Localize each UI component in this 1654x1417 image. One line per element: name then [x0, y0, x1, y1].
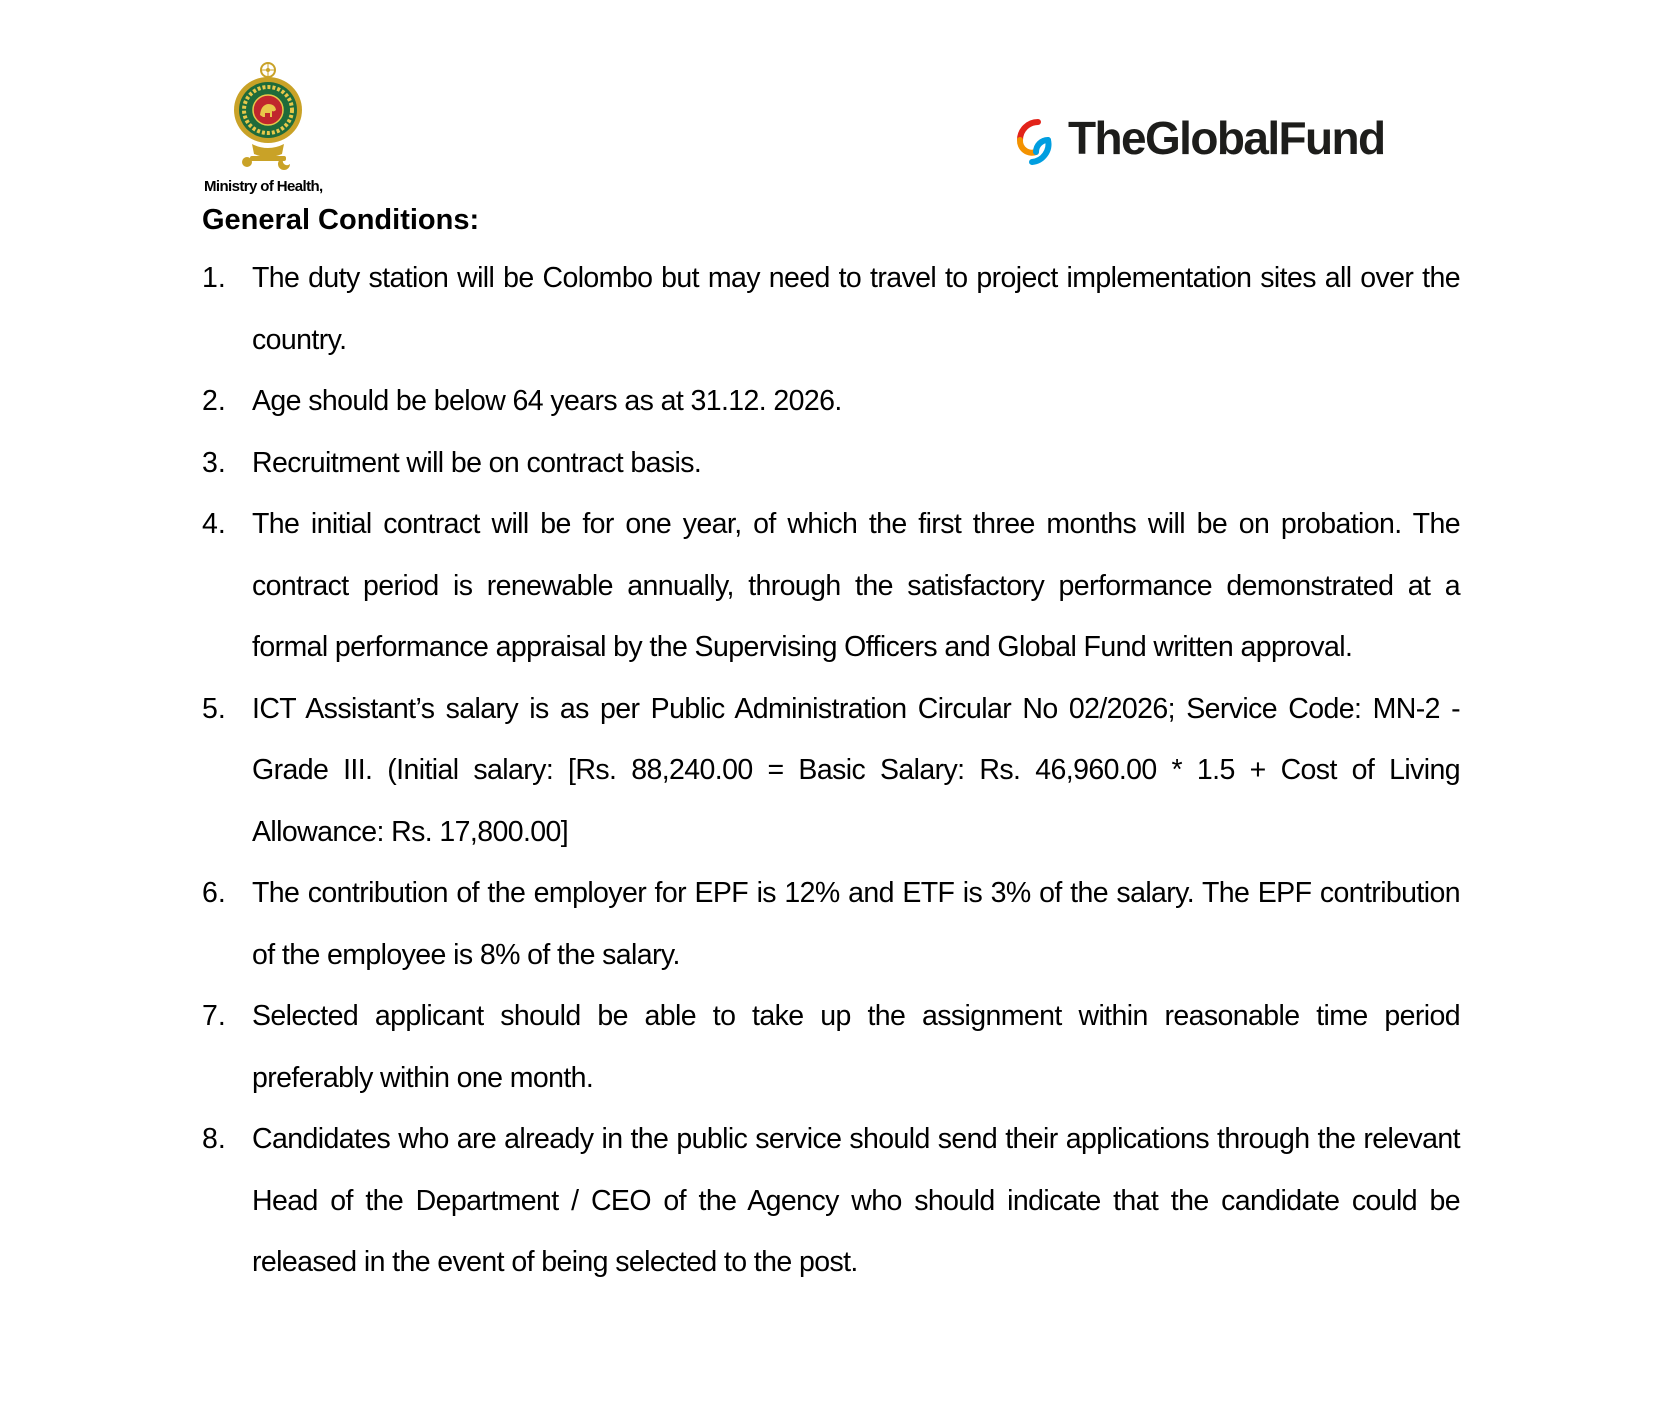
- condition-text: The duty station will be Colombo but may need to travel to project implementation sites all over the country.: [252, 262, 1460, 356]
- condition-text: The initial contract will be for one year, of which the first three months will be on probation. The contract period is renewable annually, through the satisfactory performance demonstrated at a formal performance appraisal by the Supervising Officers and Global Fund written approval.: [252, 508, 1460, 663]
- ministry-label: Ministry of Health,: [204, 178, 323, 195]
- global-fund-logo: [1012, 112, 1432, 172]
- condition-number: 4.: [202, 508, 226, 540]
- condition-item-6: [202, 863, 1460, 986]
- global-fund-swirl-icon: [1012, 116, 1060, 168]
- condition-item-2: [202, 371, 1460, 433]
- condition-number: 6.: [202, 877, 226, 909]
- condition-text: Age should be below 64 years as at 31.12. 2026.: [252, 385, 842, 417]
- section-heading: General Conditions:: [202, 204, 480, 236]
- conditions-list: [202, 248, 1460, 1294]
- global-fund-wordmark: TheGlobalFund: [1068, 112, 1385, 164]
- condition-item-1: [202, 248, 1460, 371]
- condition-number: 1.: [202, 262, 226, 294]
- condition-text: Selected applicant should be able to take up the assignment within reasonable time period preferably within one month.: [252, 1000, 1460, 1094]
- condition-item-4: [202, 494, 1460, 679]
- condition-number: 8.: [202, 1123, 226, 1155]
- condition-text: ICT Assistant’s salary is as per Public Administration Circular No 02/2026; Service Code: MN-2 -Grade III. (Initial salary: [Rs. 88,240.00 = Basic Salary: Rs. 46,960.00 * 1.5 + Cost of Living Allowance: Rs. 17,800.00]: [252, 692, 1460, 848]
- condition-number: 2.: [202, 385, 226, 417]
- condition-text: Recruitment will be on contract basis.: [252, 446, 702, 479]
- condition-text: The contribution of the employer for EPF is 12% and ETF is 3% of the salary. The EPF contribution of the employee is 8% of the salary.: [252, 877, 1460, 971]
- sri-lanka-emblem-icon: [230, 60, 306, 172]
- condition-item-5: [202, 679, 1460, 864]
- condition-item-7: [202, 986, 1460, 1109]
- condition-text: Candidates who are already in the public service should send their applications through the relevant Head of the Department / CEO of the Agency who should indicate that the candidate could be released in the event of being selected to the post.: [252, 1123, 1460, 1278]
- condition-number: 3.: [202, 446, 226, 479]
- condition-number: 7.: [202, 1000, 226, 1032]
- condition-number: 5.: [202, 692, 226, 725]
- condition-item-8: [202, 1109, 1460, 1294]
- condition-item-3: [202, 433, 1460, 495]
